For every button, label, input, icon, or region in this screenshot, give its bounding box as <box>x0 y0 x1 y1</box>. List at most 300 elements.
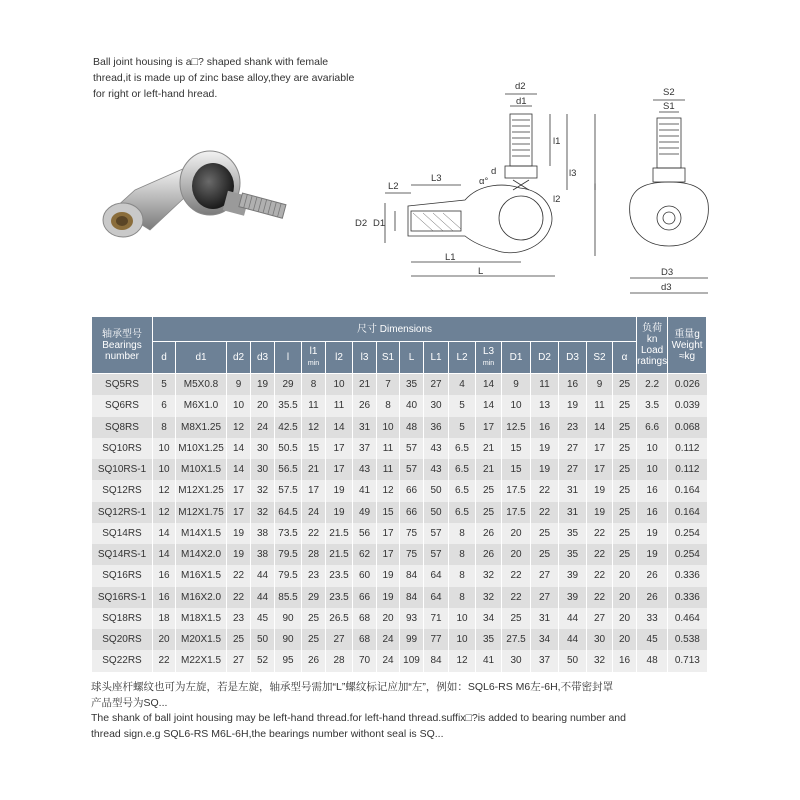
table-cell: 37 <box>531 650 559 671</box>
table-cell: 17 <box>476 417 502 438</box>
table-cell: 26 <box>302 650 326 671</box>
table-cell: M8X1.25 <box>176 417 227 438</box>
table-cell: 17 <box>587 438 613 459</box>
table-row <box>92 523 707 544</box>
table-cell: 0.164 <box>668 502 707 523</box>
drawing-front-view <box>615 78 725 303</box>
table-cell: 21.5 <box>326 523 353 544</box>
table-cell: 13 <box>531 395 559 416</box>
table-cell: M16X2.0 <box>176 587 227 608</box>
table-cell: 39 <box>559 565 587 586</box>
table-cell: M6X1.0 <box>176 395 227 416</box>
table-row <box>92 417 707 438</box>
label-D3: D3 <box>661 267 674 278</box>
col-l3: l3 <box>353 342 377 374</box>
table-cell: 35 <box>559 523 587 544</box>
table-cell: 8 <box>377 395 400 416</box>
label-d2: d2 <box>515 81 526 92</box>
table-cell: 27.5 <box>502 629 531 650</box>
table-cell: 22 <box>587 587 613 608</box>
table-cell: 20 <box>613 587 637 608</box>
table-cell: 8 <box>449 523 476 544</box>
table-cell: 0.112 <box>668 459 707 480</box>
table-cell: 10 <box>637 438 668 459</box>
table-cell: 27 <box>587 608 613 629</box>
table-cell: 15 <box>502 459 531 480</box>
notes <box>91 680 711 742</box>
table-cell: 32 <box>476 565 502 586</box>
label-alpha: α° <box>479 176 489 187</box>
table-cell: 2.2 <box>637 374 668 396</box>
table-cell: 20 <box>502 523 531 544</box>
table-cell: M16X1.5 <box>176 565 227 586</box>
table-cell: 5 <box>449 395 476 416</box>
table-cell: 14 <box>153 523 176 544</box>
table-cell: 0.164 <box>668 480 707 501</box>
table-cell: 17 <box>326 459 353 480</box>
table-cell: 25 <box>613 417 637 438</box>
table-cell: 10 <box>637 459 668 480</box>
table-cell: 6.5 <box>449 502 476 523</box>
col-d: d <box>153 342 176 374</box>
table-cell: 93 <box>400 608 424 629</box>
table-row <box>92 502 707 523</box>
spec-table <box>91 316 707 672</box>
table-cell: 85.5 <box>275 587 302 608</box>
table-cell: 68 <box>353 629 377 650</box>
label-L3: L3 <box>431 173 442 184</box>
table-cell: 21 <box>476 459 502 480</box>
table-cell: 20 <box>613 565 637 586</box>
table-cell: M14X1.5 <box>176 523 227 544</box>
table-cell: 25 <box>613 459 637 480</box>
table-cell: 14 <box>326 417 353 438</box>
table-cell: 16 <box>153 565 176 586</box>
table-cell: 22 <box>502 565 531 586</box>
table-cell: 0.254 <box>668 523 707 544</box>
table-cell: 23.5 <box>326 565 353 586</box>
table-row <box>92 629 707 650</box>
table-cell: 0.026 <box>668 374 707 396</box>
table-cell: 66 <box>353 587 377 608</box>
table-cell: 20 <box>377 608 400 629</box>
label-d: d <box>491 166 497 177</box>
table-cell: 0.254 <box>668 544 707 565</box>
table-cell: 64 <box>424 587 449 608</box>
table-cell: 17 <box>227 480 251 501</box>
table-cell: 44 <box>559 608 587 629</box>
spec-table-body <box>92 374 707 672</box>
table-cell: SQ10RS-1 <box>92 459 153 480</box>
table-cell: 17 <box>302 480 326 501</box>
col-L3-min: min <box>482 360 495 367</box>
table-cell: 8 <box>302 374 326 396</box>
table-cell: 16 <box>637 480 668 501</box>
table-cell: 50 <box>251 629 275 650</box>
table-cell: 22 <box>531 480 559 501</box>
table-cell: 30 <box>251 438 275 459</box>
table-cell: 15 <box>302 438 326 459</box>
table-cell: 38 <box>251 523 275 544</box>
table-cell: 21 <box>353 374 377 396</box>
table-cell: 90 <box>275 629 302 650</box>
table-cell: 28 <box>302 544 326 565</box>
table-cell: 32 <box>251 502 275 523</box>
table-cell: M5X0.8 <box>176 374 227 396</box>
table-cell: 27 <box>559 459 587 480</box>
table-cell: 90 <box>275 608 302 629</box>
header-load <box>637 317 668 374</box>
table-cell: 41 <box>353 480 377 501</box>
table-cell: 8 <box>449 544 476 565</box>
table-cell: 27 <box>326 629 353 650</box>
table-cell: 32 <box>476 587 502 608</box>
note-cn-2: 产品型号为SQ... <box>91 696 168 709</box>
table-cell: 44 <box>251 565 275 586</box>
table-cell: 50 <box>559 650 587 671</box>
table-row <box>92 395 707 416</box>
header-dimensions: 尺寸 Dimensions <box>153 317 637 342</box>
table-cell: 57 <box>400 438 424 459</box>
table-cell: 14 <box>153 544 176 565</box>
table-cell: 15 <box>377 502 400 523</box>
table-cell: 12 <box>153 502 176 523</box>
label-L2: L2 <box>388 181 399 192</box>
table-cell: 21 <box>302 459 326 480</box>
table-cell: 11 <box>377 438 400 459</box>
table-cell: 6.5 <box>449 459 476 480</box>
col-l: l <box>275 342 302 374</box>
col-alpha: α <box>613 342 637 374</box>
table-cell: 14 <box>227 438 251 459</box>
table-cell: SQ6RS <box>92 395 153 416</box>
table-row <box>92 650 707 671</box>
table-cell: 12 <box>153 480 176 501</box>
table-cell: 6.5 <box>449 438 476 459</box>
table-cell: 12 <box>377 480 400 501</box>
table-cell: 14 <box>476 374 502 396</box>
table-cell: 38 <box>251 544 275 565</box>
table-cell: 26 <box>637 587 668 608</box>
table-cell: 25 <box>502 608 531 629</box>
table-cell: 25 <box>476 502 502 523</box>
table-cell: 43 <box>424 438 449 459</box>
table-cell: 26 <box>637 565 668 586</box>
table-cell: 25 <box>613 395 637 416</box>
table-row <box>92 544 707 565</box>
col-D2: D2 <box>531 342 559 374</box>
table-cell: 70 <box>353 650 377 671</box>
table-cell: 16 <box>153 587 176 608</box>
header-load-1: 负荷kn <box>642 323 663 345</box>
table-cell: 22 <box>587 565 613 586</box>
table-cell: M22X1.5 <box>176 650 227 671</box>
table-row <box>92 480 707 501</box>
table-cell: 84 <box>400 587 424 608</box>
table-cell: 25 <box>613 374 637 396</box>
table-cell: 52 <box>251 650 275 671</box>
table-cell: SQ12RS-1 <box>92 502 153 523</box>
table-cell: 17 <box>377 523 400 544</box>
table-cell: 17 <box>377 544 400 565</box>
table-cell: 15 <box>502 438 531 459</box>
table-cell: 0.713 <box>668 650 707 671</box>
table-cell: 23 <box>302 565 326 586</box>
table-cell: 3.5 <box>637 395 668 416</box>
label-D2: D2 <box>355 218 368 229</box>
table-cell: 19 <box>587 480 613 501</box>
col-d2: d2 <box>227 342 251 374</box>
header-weight-1: 重量g <box>674 328 700 340</box>
table-cell: 22 <box>587 523 613 544</box>
table-cell: 0.464 <box>668 608 707 629</box>
table-cell: 34 <box>531 629 559 650</box>
table-cell: 50 <box>424 502 449 523</box>
table-cell: 36 <box>424 417 449 438</box>
table-cell: 24 <box>302 502 326 523</box>
table-cell: 0.336 <box>668 587 707 608</box>
table-cell: 42.5 <box>275 417 302 438</box>
col-l1 <box>302 342 326 374</box>
table-cell: 29 <box>302 587 326 608</box>
table-cell: 48 <box>400 417 424 438</box>
table-cell: M10X1.5 <box>176 459 227 480</box>
table-row <box>92 608 707 629</box>
col-d3: d3 <box>251 342 275 374</box>
table-cell: 95 <box>275 650 302 671</box>
table-cell: 34 <box>476 608 502 629</box>
table-cell: 14 <box>476 395 502 416</box>
table-cell: 20 <box>153 629 176 650</box>
table-cell: 10 <box>153 459 176 480</box>
table-cell: 19 <box>377 587 400 608</box>
table-cell: 66 <box>400 480 424 501</box>
table-row <box>92 459 707 480</box>
table-cell: 73.5 <box>275 523 302 544</box>
table-cell: 35.5 <box>275 395 302 416</box>
table-cell: SQ10RS <box>92 438 153 459</box>
col-d1: d1 <box>176 342 227 374</box>
intro-line-2: thread,it is made up of zinc base alloy,they are avariable <box>93 72 355 84</box>
table-cell: 31 <box>559 480 587 501</box>
drawing-side-view <box>345 78 575 278</box>
table-cell: 24 <box>251 417 275 438</box>
table-cell: 11 <box>531 374 559 396</box>
header-load-3: ratings <box>637 356 668 367</box>
table-cell: M12X1.75 <box>176 502 227 523</box>
table-cell: 26 <box>353 395 377 416</box>
col-L: L <box>400 342 424 374</box>
drawing-side-dim-l <box>590 120 610 240</box>
col-L3-label: L3 <box>482 346 495 357</box>
label-d3: d3 <box>661 282 672 293</box>
table-row <box>92 438 707 459</box>
table-cell: 109 <box>400 650 424 671</box>
label-S1: S1 <box>663 101 675 112</box>
table-cell: 10 <box>449 608 476 629</box>
table-cell: 23.5 <box>326 587 353 608</box>
col-S2: S2 <box>587 342 613 374</box>
label-l1: l1 <box>553 136 561 147</box>
table-cell: 17 <box>326 438 353 459</box>
table-cell: 17 <box>227 502 251 523</box>
col-L3 <box>476 342 502 374</box>
table-cell: 30 <box>587 629 613 650</box>
table-cell: 26 <box>476 544 502 565</box>
table-cell: 22 <box>502 587 531 608</box>
table-cell: 49 <box>353 502 377 523</box>
table-cell: 84 <box>400 565 424 586</box>
table-cell: 24 <box>377 629 400 650</box>
header-weight-3: ≈kg <box>679 350 696 362</box>
table-cell: 12.5 <box>502 417 531 438</box>
table-cell: 18 <box>153 608 176 629</box>
table-cell: 16 <box>637 502 668 523</box>
table-cell: 19 <box>637 544 668 565</box>
table-cell: 12 <box>449 650 476 671</box>
col-D1: D1 <box>502 342 531 374</box>
table-cell: 50 <box>424 480 449 501</box>
note-en-1: The shank of ball joint housing may be left-hand thread.for left-hand thread.suffix□?is added to bearing number and <box>91 712 626 724</box>
table-cell: 6.5 <box>449 480 476 501</box>
table-cell: 10 <box>502 395 531 416</box>
table-cell: 25 <box>531 544 559 565</box>
table-cell: 27 <box>227 650 251 671</box>
table-cell: 23 <box>227 608 251 629</box>
table-cell: 9 <box>227 374 251 396</box>
table-cell: 43 <box>353 459 377 480</box>
table-cell: M20X1.5 <box>176 629 227 650</box>
table-cell: 45 <box>251 608 275 629</box>
col-l1-min: min <box>307 360 320 367</box>
header-model-en2: number <box>105 350 139 362</box>
table-cell: 45 <box>637 629 668 650</box>
label-l3: l3 <box>569 168 577 179</box>
table-cell: 22 <box>302 523 326 544</box>
table-cell: SQ16RS-1 <box>92 587 153 608</box>
table-cell: 4 <box>449 374 476 396</box>
table-cell: 27 <box>531 587 559 608</box>
table-cell: 0.112 <box>668 438 707 459</box>
table-cell: 25 <box>613 480 637 501</box>
table-cell: 22 <box>531 502 559 523</box>
table-cell: M18X1.5 <box>176 608 227 629</box>
header-load-2: Load <box>640 345 664 356</box>
table-cell: 25 <box>613 438 637 459</box>
table-cell: 19 <box>587 502 613 523</box>
label-l: l <box>594 182 597 193</box>
table-cell: 10 <box>449 629 476 650</box>
table-cell: 24 <box>377 650 400 671</box>
table-cell: 19 <box>531 438 559 459</box>
table-cell: 27 <box>531 565 559 586</box>
table-cell: 75 <box>400 544 424 565</box>
table-cell: 16 <box>531 417 559 438</box>
table-cell: 21 <box>476 438 502 459</box>
table-cell: SQ16RS <box>92 565 153 586</box>
table-cell: 57 <box>424 544 449 565</box>
table-cell: 19 <box>377 565 400 586</box>
table-cell: 10 <box>377 417 400 438</box>
table-cell: 20 <box>613 608 637 629</box>
label-d1: d1 <box>516 96 527 107</box>
table-cell: 20 <box>613 629 637 650</box>
table-cell: 75 <box>400 523 424 544</box>
table-cell: 60 <box>353 565 377 586</box>
table-cell: SQ14RS-1 <box>92 544 153 565</box>
table-cell: 20 <box>502 544 531 565</box>
table-cell: 5 <box>449 417 476 438</box>
table-cell: 79.5 <box>275 565 302 586</box>
table-cell: 57 <box>424 523 449 544</box>
table-cell: 17 <box>587 459 613 480</box>
table-cell: 8 <box>449 587 476 608</box>
label-l2: l2 <box>553 194 561 205</box>
header-model <box>92 317 153 374</box>
table-cell: 32 <box>587 650 613 671</box>
table-cell: 16 <box>559 374 587 396</box>
table-cell: 44 <box>251 587 275 608</box>
table-cell: 10 <box>326 374 353 396</box>
col-S1: S1 <box>377 342 400 374</box>
table-cell: 19 <box>326 480 353 501</box>
table-cell: 0.039 <box>668 395 707 416</box>
col-l1-label: l1 <box>309 346 318 357</box>
table-cell: 9 <box>587 374 613 396</box>
table-cell: 50.5 <box>275 438 302 459</box>
table-cell: M10X1.25 <box>176 438 227 459</box>
table-cell: 57.5 <box>275 480 302 501</box>
table-cell: 71 <box>424 608 449 629</box>
table-cell: 26 <box>476 523 502 544</box>
table-cell: 31 <box>559 502 587 523</box>
table-cell: 41 <box>476 650 502 671</box>
table-cell: 25 <box>476 480 502 501</box>
table-cell: 32 <box>251 480 275 501</box>
table-cell: SQ22RS <box>92 650 153 671</box>
intro-line-3: for right or left-hand hread. <box>93 88 218 100</box>
table-cell: SQ12RS <box>92 480 153 501</box>
table-row <box>92 565 707 586</box>
label-L1: L1 <box>445 252 456 263</box>
label-D1: D1 <box>373 218 386 229</box>
table-cell: 10 <box>227 395 251 416</box>
label-L: L <box>478 266 484 277</box>
table-cell: 22 <box>587 544 613 565</box>
table-cell: 25 <box>302 608 326 629</box>
header-weight-2: Weight <box>671 339 703 351</box>
table-cell: 22 <box>153 650 176 671</box>
table-cell: 14 <box>227 459 251 480</box>
table-cell: 19 <box>559 395 587 416</box>
table-cell: 8 <box>449 565 476 586</box>
table-cell: 39 <box>559 587 587 608</box>
table-cell: 27 <box>424 374 449 396</box>
table-cell: 6.6 <box>637 417 668 438</box>
table-cell: 7 <box>377 374 400 396</box>
col-L2: L2 <box>449 342 476 374</box>
table-cell: 19 <box>251 374 275 396</box>
table-cell: 9 <box>502 374 531 396</box>
table-cell: 19 <box>227 544 251 565</box>
table-cell: M12X1.25 <box>176 480 227 501</box>
table-cell: 66 <box>400 502 424 523</box>
col-L1: L1 <box>424 342 449 374</box>
table-cell: 22 <box>227 587 251 608</box>
table-cell: 11 <box>326 395 353 416</box>
table-cell: SQ5RS <box>92 374 153 396</box>
table-cell: 12 <box>302 417 326 438</box>
